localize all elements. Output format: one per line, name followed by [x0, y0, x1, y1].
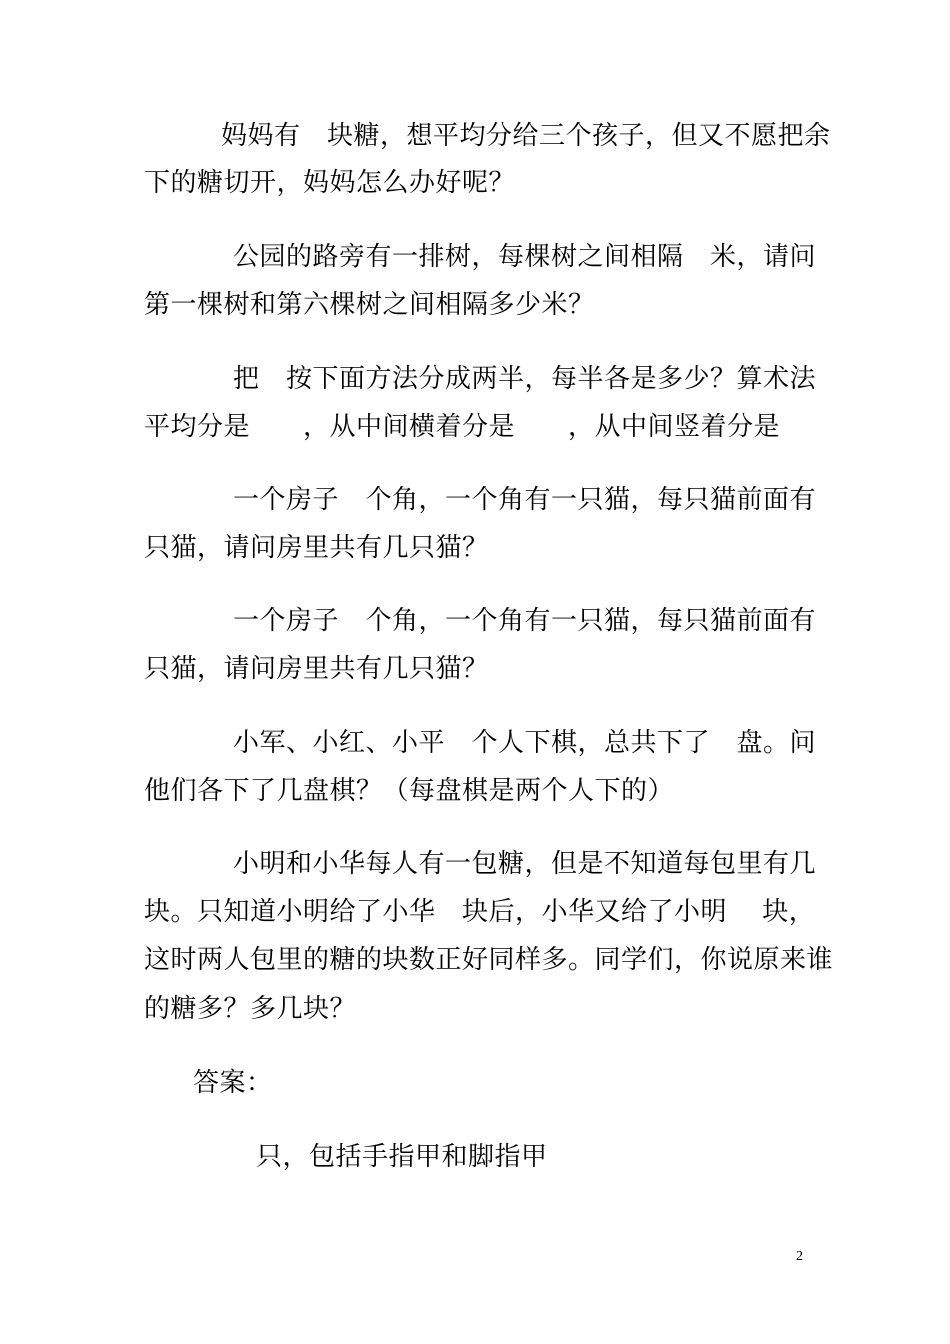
- problem-1-line-1: 妈妈有 块糖，想平均分给三个孩子，但又不愿把余: [221, 121, 831, 151]
- problem-7-line-3: 这时两人包里的糖的块数正好同样多。同学们，你说原来谁: [144, 945, 834, 975]
- problem-5-line-2: 只猫，请问房里共有几只猫？: [144, 654, 489, 684]
- problem-1-line-2: 下的糖切开，妈妈怎么办好呢？: [144, 168, 516, 198]
- answers-heading: 答案：: [193, 1068, 273, 1098]
- answer-1: 只，包括手指甲和脚指甲: [256, 1142, 548, 1172]
- problem-6-line-2: 他们各下了几盘棋？（每盘棋是两个人下的）: [144, 776, 675, 806]
- problem-4-line-1: 一个房子 个角，一个角有一只猫，每只猫前面有: [233, 485, 817, 515]
- problem-4-line-2: 只猫，请问房里共有几只猫？: [144, 533, 489, 563]
- problem-2-line-2: 第一棵树和第六棵树之间相隔多少米？: [144, 290, 595, 320]
- problem-3-line-1: 把 按下面方法分成两半，每半各是多少？算术法: [233, 364, 817, 394]
- problem-3-line-2: 平均分是 ，从中间横着分是 ，从中间竖着分是: [144, 412, 781, 442]
- problem-6-line-1: 小军、小红、小平 个人下棋，总共下了 盘。问: [233, 728, 817, 758]
- problem-7-line-4: 的糖多？多几块？: [144, 994, 357, 1024]
- problem-7-line-1: 小明和小华每人有一包糖，但是不知道每包里有几: [233, 849, 817, 879]
- problem-2-line-1: 公园的路旁有一排树，每棵树之间相隔 米，请问: [233, 242, 817, 272]
- problem-5-line-1: 一个房子 个角，一个角有一只猫，每只猫前面有: [233, 606, 817, 636]
- problem-7-line-2: 块。只知道小明给了小华 块后，小华又给了小明 块，: [144, 897, 816, 927]
- page-number: 2: [796, 1249, 803, 1264]
